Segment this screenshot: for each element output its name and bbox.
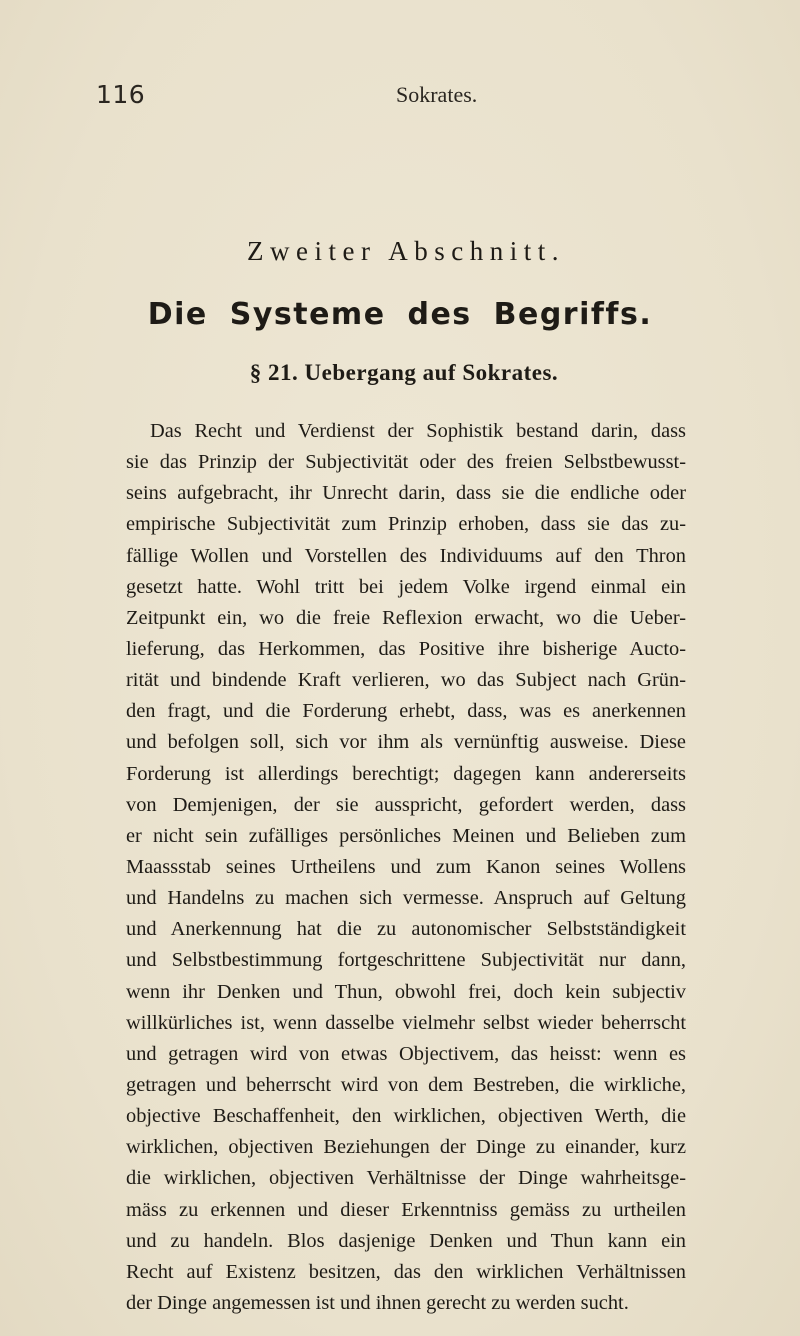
text-line: von Demjenigen, der sie ausspricht, gefordert werden, dass <box>126 793 686 816</box>
running-head <box>96 80 716 120</box>
text-line: und befolgen soll, sich vor ihm als vernünftig ausweise. Diese <box>126 731 686 754</box>
text-line: den fragt, und die Forderung erhebt, dass, was es anerkennen <box>126 700 686 723</box>
text-line: wirklichen, objectiven Beziehungen der Dinge zu einander, kurz <box>126 1136 686 1159</box>
text-line: die wirklichen, objectiven Verhältnisse der Dinge wahrheitsge- <box>126 1167 686 1190</box>
text-line: er nicht sein zufälliges persönliches Meinen und Belieben zum <box>126 824 686 847</box>
text-line: rität und bindende Kraft verlieren, wo das Subject nach Grün- <box>126 669 686 692</box>
text-line: und Selbstbestimmung fortgeschrittene Subjectivität nur dann, <box>126 949 686 972</box>
section-heading: Die Systeme des Begriffs. <box>147 297 653 332</box>
text-line: wenn ihr Denken und Thun, obwohl frei, doch kein subjectiv <box>126 980 686 1003</box>
text-line: Das Recht und Verdienst der Sophistik bestand darin, dass <box>150 420 686 442</box>
text-line: sie das Prinzip der Subjectivität oder des freien Selbstbewusst- <box>126 451 686 474</box>
text-line: willkürliches ist, wenn dasselbe vielmehr selbst wieder beherrscht <box>126 1011 686 1034</box>
page-number: 116 <box>96 80 146 109</box>
text-line: empirische Subjectivität zum Prinzip erhoben, dass sie das zu- <box>126 513 686 536</box>
text-line: Maassstab seines Urtheilens und zum Kanon seines Wollens <box>126 855 686 878</box>
text-line: und zu handeln. Blos dasjenige Denken und Thun kann ein <box>126 1229 686 1252</box>
text-line: mäss zu erkennen und dieser Erkenntniss gemäss zu urtheilen <box>126 1198 686 1221</box>
text-line: getragen und beherrscht wird von dem Bestreben, die wirkliche, <box>126 1073 686 1096</box>
text-line: der Dinge angemessen ist und ihnen gerecht zu werden sucht. <box>126 1291 629 1314</box>
text-line: Zeitpunkt ein, wo die freie Reflexion erwacht, wo die Ueber- <box>126 606 686 629</box>
text-line: lieferung, das Herkommen, das Positive ihre bisherige Aucto- <box>126 637 686 660</box>
text-line: seins aufgebracht, ihr Unrecht darin, dass sie die endliche oder <box>126 482 686 505</box>
paragraph-heading: § 21. Uebergang auf Sokrates. <box>249 360 559 385</box>
text-line: Recht auf Existenz besitzen, das den wirklichen Verhältnissen <box>126 1260 686 1283</box>
part-heading: Zweiter Abschnitt. <box>247 236 565 266</box>
text-line: gesetzt hatte. Wohl tritt bei jedem Volke irgend einmal ein <box>126 575 686 598</box>
text-line: und Anerkennung hat die zu autonomischer Selbstständigkeit <box>126 918 686 941</box>
text-line: und Handelns zu machen sich vermesse. Anspruch auf Geltung <box>126 887 686 910</box>
text-line: objective Beschaffenheit, den wirklichen, objectiven Werth, die <box>126 1105 686 1128</box>
text-line: fällige Wollen und Vorstellen des Individuums auf den Thron <box>126 544 686 567</box>
body-text <box>126 416 686 1319</box>
running-title: Sokrates. <box>396 82 478 107</box>
text-line: Forderung ist allerdings berechtigt; dagegen kann andererseits <box>126 762 686 785</box>
text-line: und getragen wird von etwas Objectivem, das heisst: wenn es <box>126 1042 686 1065</box>
